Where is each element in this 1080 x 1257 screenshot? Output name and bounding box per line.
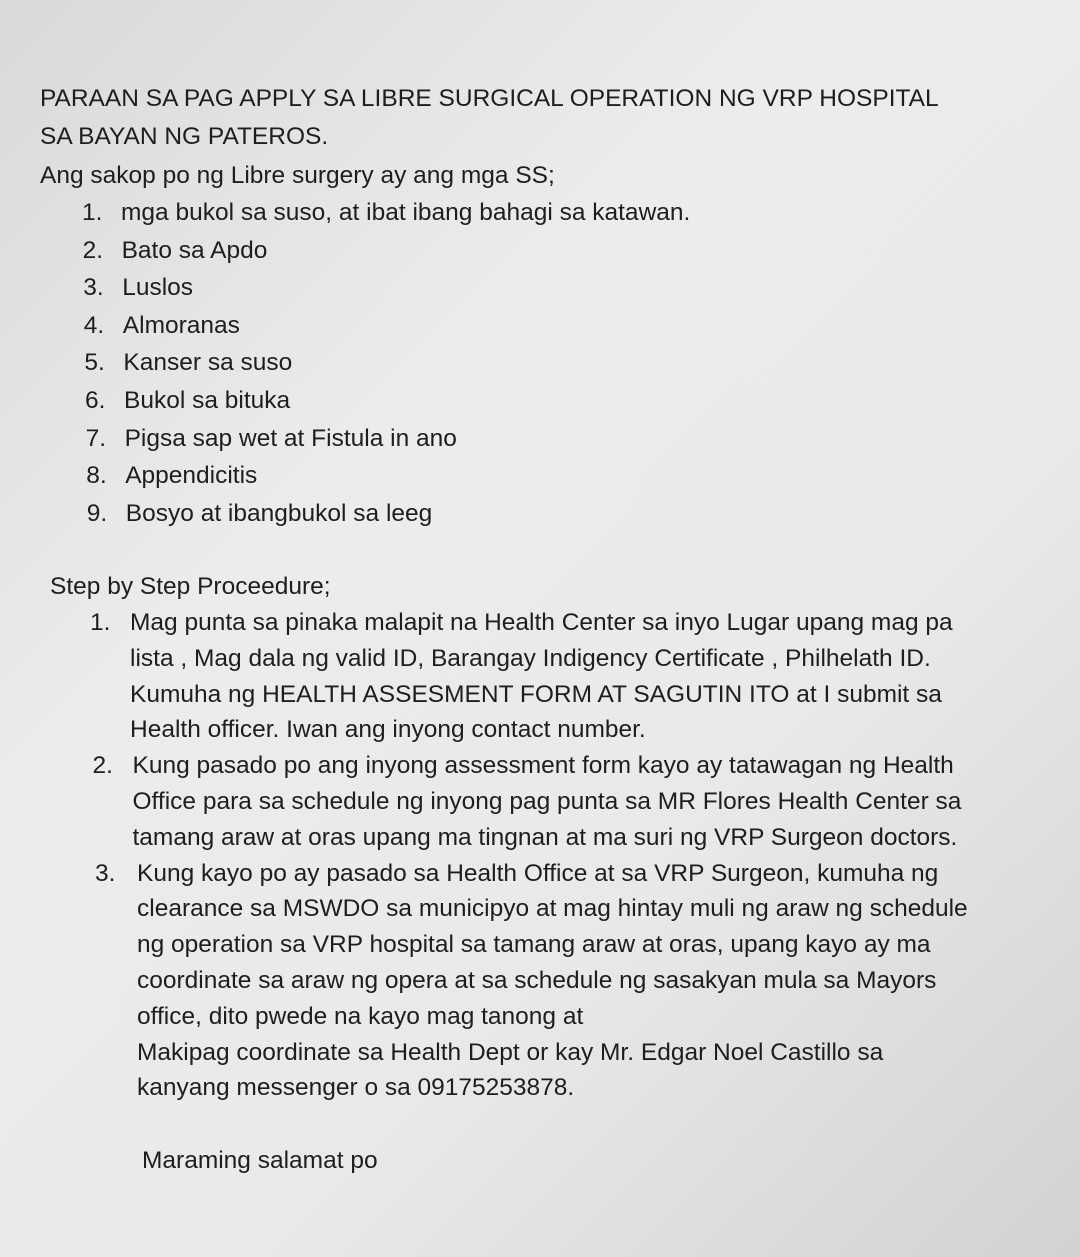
step-number: 2. bbox=[92, 752, 113, 780]
list-item: Almoranas bbox=[122, 311, 240, 339]
list-item: Pigsa sap wet at Fistula in ano bbox=[124, 424, 457, 452]
list-item-number: 1. bbox=[82, 199, 103, 226]
step-number: 3. bbox=[95, 859, 116, 887]
list-item-number: 2. bbox=[82, 236, 104, 264]
step-line: ng operation sa VRP hospital sa tamang araw at oras, upang kayo ay ma bbox=[137, 931, 931, 959]
list-item-number: 4. bbox=[83, 311, 105, 339]
list-item: Kanser sa suso bbox=[123, 349, 293, 377]
step-line: Mag punta sa pinaka malapit na Health Center sa inyo Lugar upang mag pa bbox=[130, 609, 953, 636]
step-line: Kung pasado po ang inyong assessment form kayo ay tatawagan ng Health bbox=[132, 752, 954, 780]
list-item: Luslos bbox=[122, 274, 194, 302]
step-line: Kung kayo po ay pasado sa Health Office at sa VRP Surgeon, kumuha ng bbox=[137, 859, 939, 887]
list-item: Bosyo at ibangbukol sa leeg bbox=[125, 499, 433, 527]
list-item-number: 7. bbox=[85, 424, 107, 452]
title-line: PARAAN SA PAG APPLY SA LIBRE SURGICAL OPERATION NG VRP HOSPITAL bbox=[40, 85, 939, 112]
step-line: Makipag coordinate sa Health Dept or kay Mr. Edgar Noel Castillo sa bbox=[137, 1038, 884, 1066]
list-item-number: 3. bbox=[83, 274, 104, 302]
step-line: lista , Mag dala ng valid ID, Barangay Indigency Certificate , Philhelath ID. bbox=[130, 644, 931, 672]
list-item: Bato sa Apdo bbox=[121, 236, 268, 264]
list-item: Bukol sa bituka bbox=[124, 387, 291, 414]
list-item: Appendicitis bbox=[125, 462, 258, 490]
step-line: clearance sa MSWDO sa municipyo at mag hintay muli ng araw ng schedule bbox=[137, 895, 968, 923]
step-line: Health officer. Iwan ang inyong contact number. bbox=[130, 716, 646, 744]
list-item-number: 6. bbox=[85, 387, 106, 414]
step-line: kanyang messenger o sa 09175253878. bbox=[137, 1074, 575, 1102]
coverage-intro: Ang sakop po ng Libre surgery ay ang mga SS; bbox=[40, 162, 555, 189]
step-line: office, dito pwede na kayo mag tanong at bbox=[137, 1002, 584, 1030]
list-item: mga bukol sa suso, at ibat ibang bahagi sa katawan. bbox=[121, 199, 691, 226]
list-item-number: 8. bbox=[86, 462, 107, 490]
step-line: Office para sa schedule ng inyong pag punta sa MR Flores Health Center sa bbox=[132, 788, 962, 815]
steps-heading: Step by Step Proceedure; bbox=[50, 573, 331, 600]
step-number: 1. bbox=[90, 609, 111, 636]
list-item-number: 9. bbox=[86, 499, 108, 527]
list-item-number: 5. bbox=[84, 349, 105, 377]
title-line: SA BAYAN NG PATEROS. bbox=[40, 123, 329, 150]
step-line: tamang araw at oras upang ma tingnan at ma suri ng VRP Surgeon doctors. bbox=[132, 823, 958, 851]
step-line: Kumuha ng HEALTH ASSESMENT FORM AT SAGUTIN ITO at I submit sa bbox=[130, 680, 942, 708]
step-line: coordinate sa araw ng opera at sa schedule ng sasakyan mula sa Mayors bbox=[137, 967, 937, 994]
closing-text: Maraming salamat po bbox=[142, 1147, 378, 1174]
